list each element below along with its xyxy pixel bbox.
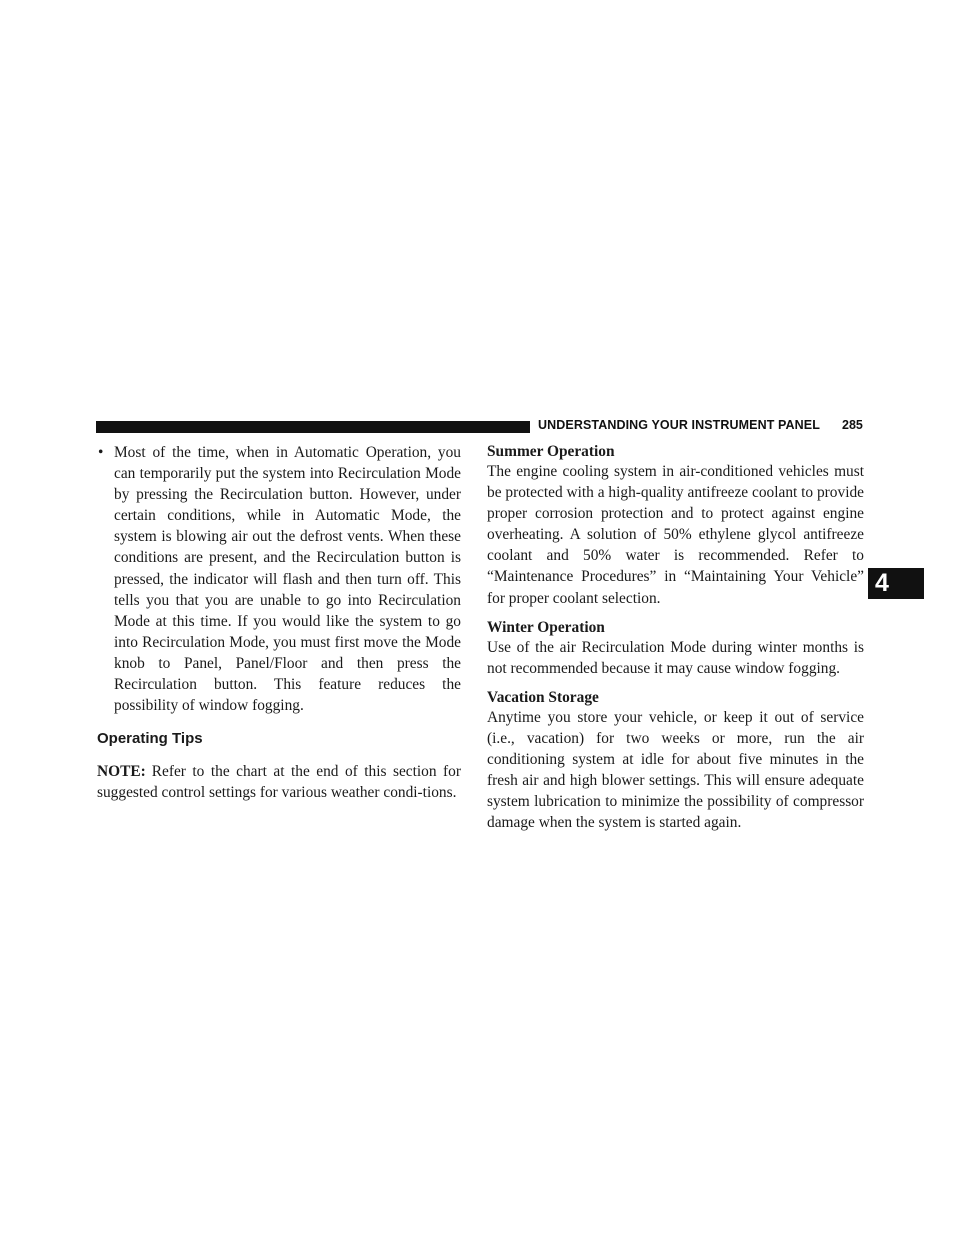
chapter-tab: 4: [868, 568, 924, 599]
left-column: [97, 442, 461, 803]
winter-operation-text: Use of the air Recirculation Mode during winter months is not recommended because it may cause window fogging.: [487, 638, 864, 677]
summer-operation-heading: Summer Operation: [487, 443, 615, 460]
winter-operation-section: [487, 618, 864, 679]
vacation-storage-section: [487, 688, 864, 834]
bullet-icon: •: [98, 444, 104, 461]
note-paragraph: [97, 761, 461, 803]
section-heading-operating-tips: Operating Tips: [97, 730, 203, 748]
header-rule: [96, 421, 530, 433]
vacation-storage-text: Anytime you store your vehicle, or keep it out of service (i.e., vacation) for two weeks or more, run the air conditioning system at idle for about five minutes in the fresh air and high blower settings. This will ensure adequate system lubrication to minimize the possibility of compressor damage when the system is started again.: [487, 708, 864, 832]
vacation-storage-heading: Vacation Storage: [487, 688, 599, 706]
summer-operation-section: [487, 442, 864, 609]
page-number: 285: [842, 418, 863, 432]
bullet-item: [97, 442, 461, 716]
summer-operation-text: The engine cooling system in air-conditioned vehicles must be protected with a high-quality antifreeze coolant to provide proper corrosion protection and to protect against engine overheating. A solution of 50% ethylene glycol antifreeze coolant and 50% water is recommended. Refer to “Maintenance Procedures” in “Maintaining Your Vehicle” for proper coolant selection.: [487, 463, 864, 607]
winter-operation-heading: Winter Operation: [487, 618, 605, 636]
note-label: NOTE:: [97, 763, 146, 781]
right-column: [487, 442, 864, 842]
bullet-text: Most of the time, when in Automatic Operation, you can temporarily put the system into Recirculation Mode by pressing the Recirculation button. However, under certain conditions, while in Automatic Mode, the system is blowing air out the defrost vents. When these conditions are present, and the Recirculation button is pressed, the indicator will flash and then turn off. This tells you that you are unable to go into Recirculation Mode at this time. If you would like the system to go into Recirculation Mode, you must first move the Mode knob to Panel, Panel/Floor and then press the Recirculation button. This feature reduces the possibility of window fogging.: [114, 444, 461, 715]
note-text: Refer to the chart at the end of this section for suggested control settings for various weather condi-tions.: [97, 763, 461, 802]
running-header-title: UNDERSTANDING YOUR INSTRUMENT PANEL: [538, 418, 820, 432]
